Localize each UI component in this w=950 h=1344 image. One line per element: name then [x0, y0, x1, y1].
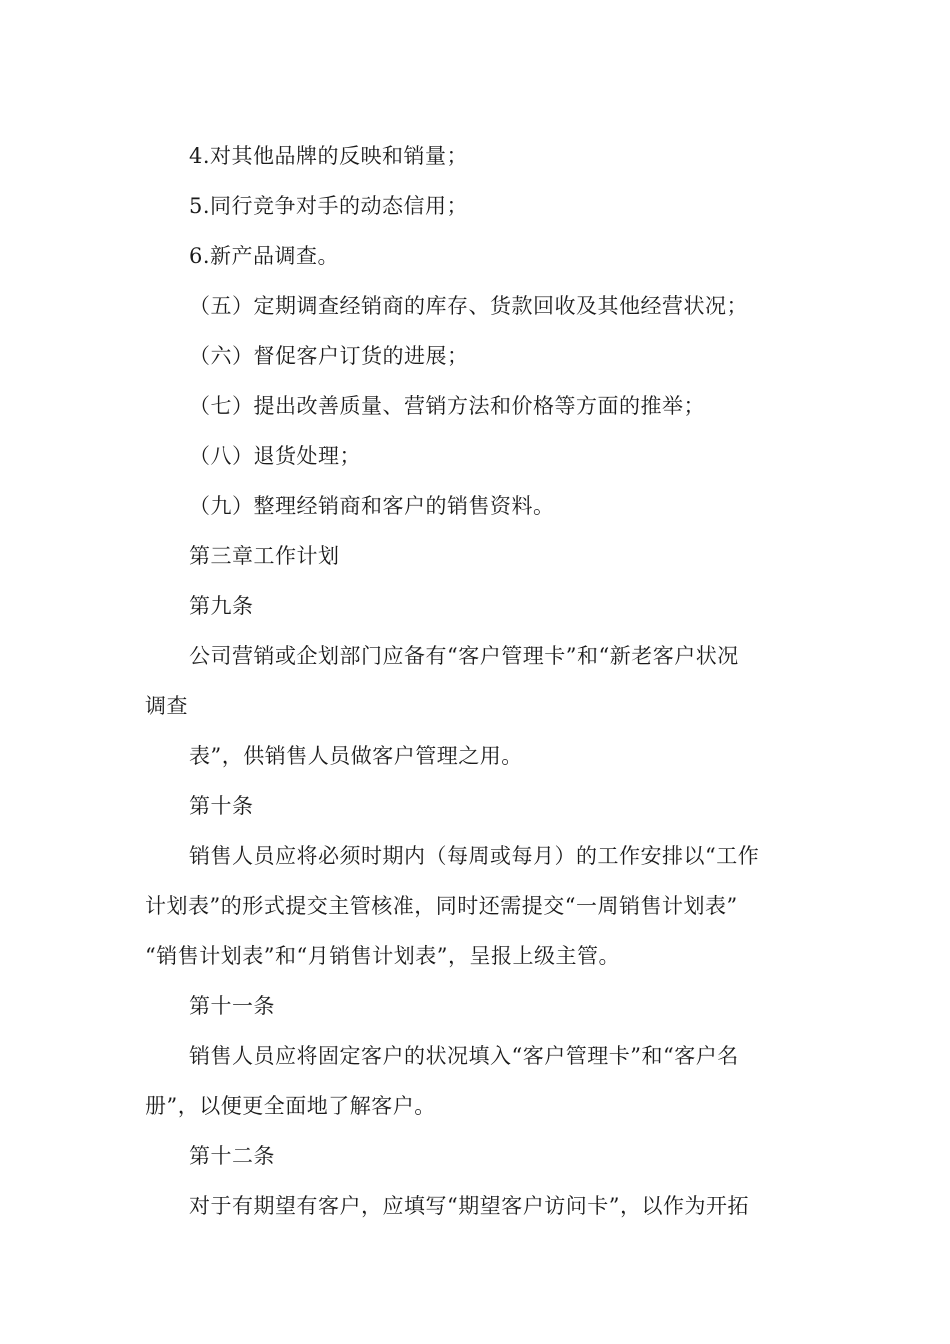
- text-line-5: （六）督促客户订货的进展；: [189, 344, 469, 368]
- text-line-22: 对于有期望有客户，应填写“期望客户访问卡”，以作为开拓: [189, 1194, 749, 1218]
- text-line-15: 销售人员应将必须时期内（每周或每月）的工作安排以“工作: [189, 844, 760, 868]
- text-line-4: （五）定期调查经销商的库存、货款回收及其他经营状况；: [189, 294, 748, 318]
- text-line-20: 册”，以便更全面地了解客户。: [145, 1094, 436, 1118]
- text-line-1: 4.对其他品牌的反映和销量；: [189, 144, 469, 168]
- text-line-3: 6.新产品调查。: [189, 244, 340, 268]
- text-line-11: 公司营销或企划部门应备有“客户管理卡”和“新老客户状况: [189, 644, 739, 668]
- text-line-13: 表”，供销售人员做客户管理之用。: [189, 744, 523, 768]
- text-line-12: 调查: [145, 694, 188, 718]
- text-line-7: （八）退货处理；: [189, 444, 361, 468]
- article-heading-12: 第十二条: [189, 1144, 275, 1168]
- text-line-6: （七）提出改善质量、营销方法和价格等方面的推举；: [189, 394, 705, 418]
- text-line-16: 计划表”的形式提交主管核准，同时还需提交“一周销售计划表”: [145, 894, 738, 918]
- text-line-19: 销售人员应将固定客户的状况填入“客户管理卡”和“客户名: [189, 1044, 739, 1068]
- text-line-8: （九）整理经销商和客户的销售资料。: [189, 494, 555, 518]
- article-heading-10: 第十条: [189, 794, 254, 818]
- article-heading-11: 第十一条: [189, 994, 275, 1018]
- document-body: [145, 131, 810, 1231]
- chapter-heading: 第三章工作计划: [189, 544, 340, 568]
- text-line-17: “销售计划表”和“月销售计划表”，呈报上级主管。: [145, 944, 620, 968]
- article-heading-9: 第九条: [189, 594, 254, 618]
- text-line-2: 5.同行竞争对手的动态信用；: [189, 194, 469, 218]
